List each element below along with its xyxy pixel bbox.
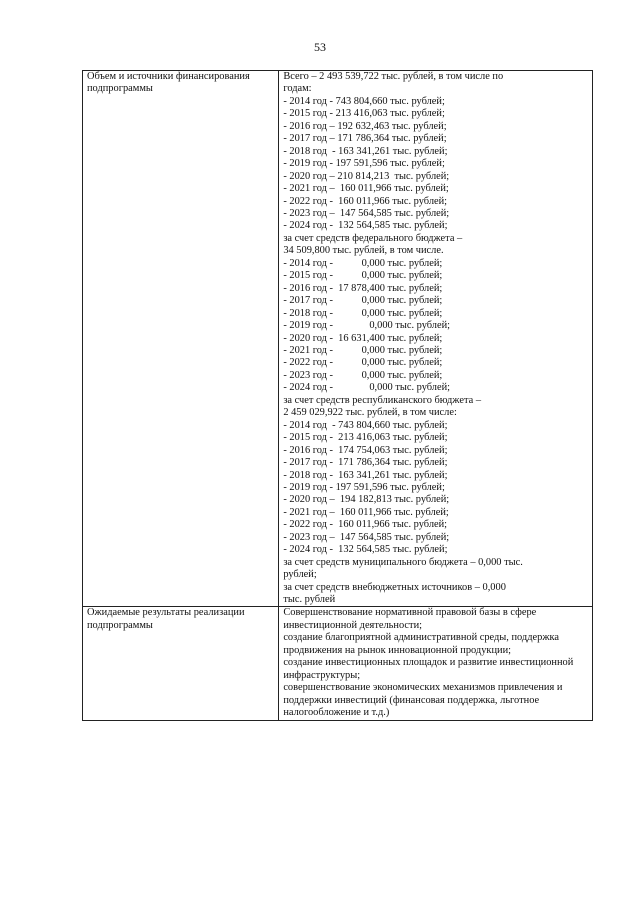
content-line: - 2014 год - 743 804,660 тыс. рублей; <box>283 419 448 431</box>
content-line: - 2019 год - 197 591,596 тыс. рублей; <box>283 158 445 170</box>
content-line: - 2023 год – 147 564,585 тыс. рублей; <box>283 531 450 543</box>
content-line: за счет средств муниципального бюджета – 0,000 тыс. <box>283 556 523 568</box>
content-line: - 2018 год - 163 341,261 тыс. рублей; <box>283 145 448 157</box>
content-line: - 2020 год – 194 182,813 тыс. рублей; <box>283 494 450 506</box>
content-line: - 2020 год - 16 631,400 тыс. рублей; <box>283 332 443 344</box>
content-line: - 2016 год - 17 878,400 тыс. рублей; <box>283 282 443 294</box>
content-line: - 2014 год - 0,000 тыс. рублей; <box>283 257 443 269</box>
content-line: 34 509,800 тыс. рублей, в том числе. <box>283 245 444 257</box>
content-line: - 2015 год - 0,000 тыс. рублей; <box>283 270 443 282</box>
content-line: - 2018 год - 163 341,261 тыс. рублей; <box>283 469 448 481</box>
page-number: 53 <box>314 40 326 54</box>
row-content-results <box>279 607 593 720</box>
content-line: - 2024 год - 132 564,585 тыс. рублей; <box>283 220 448 232</box>
content-line: совершенствование экономических механизмов привлечения и поддержки инвестиций (финансовая поддержка, льготное налогообложение и т.д.) <box>283 682 563 719</box>
content-line: - 2014 год - 743 804,660 тыс. рублей; <box>283 95 445 107</box>
content-line: - 2017 год - 171 786,364 тыс. рублей; <box>283 457 448 469</box>
content-line: - 2024 год - 132 564,585 тыс. рублей; <box>283 544 448 556</box>
content-line: - 2016 год - 174 754,063 тыс. рублей; <box>283 444 448 456</box>
content-line: - 2022 год - 160 011,966 тыс. рублей; <box>283 195 448 207</box>
content-line: - 2015 год - 213 416,063 тыс. рублей; <box>283 108 445 120</box>
content-line: 2 459 029,922 тыс. рублей, в том числе: <box>283 407 457 419</box>
content-line: - 2020 год – 210 814,213 тыс. рублей; <box>283 170 450 182</box>
content-line: годам: <box>283 83 312 95</box>
content-line: - 2018 год - 0,000 тыс. рублей; <box>283 307 443 319</box>
content-line: - 2021 год – 160 011,966 тыс. рублей; <box>283 506 449 518</box>
content-line: за счет средств внебюджетных источников – 0,000 <box>283 581 506 593</box>
content-line: - 2023 год – 147 564,585 тыс. рублей; <box>283 207 450 219</box>
content-line: - 2021 год – 160 011,966 тыс. рублей; <box>283 183 449 195</box>
content-line: создание инвестиционных площадок и развитие инвестиционной инфраструктуры; <box>283 657 574 681</box>
content-line: - 2016 год – 192 632,463 тыс. рублей; <box>283 120 447 132</box>
content-line: - 2017 год – 171 786,364 тыс. рублей; <box>283 133 447 145</box>
table-row-results <box>83 607 593 720</box>
content-line: - 2023 год - 0,000 тыс. рублей; <box>283 369 443 381</box>
content-line: тыс. рублей <box>283 594 336 606</box>
content-line: Совершенствование нормативной правовой базы в сфере инвестиционной деятельности; <box>283 607 537 631</box>
content-line: - 2019 год - 0,000 тыс. рублей; <box>283 320 451 332</box>
content-line: - 2017 год - 0,000 тыс. рублей; <box>283 295 443 307</box>
content-line: рублей; <box>283 569 317 581</box>
content-line: - 2022 год - 0,000 тыс. рублей; <box>283 357 443 369</box>
row-content-financing <box>279 71 593 607</box>
content-line: - 2019 год - 197 591,596 тыс. рублей; <box>283 481 445 493</box>
subprogram-passport-table <box>82 70 593 721</box>
content-line: за счет средств республиканского бюджета – <box>283 394 482 406</box>
content-line: - 2015 год - 213 416,063 тыс. рублей; <box>283 432 448 444</box>
content-line: создание благоприятной административной среды, поддержка продвижения на рынок инновационной продукции; <box>283 632 559 656</box>
content-line: - 2024 год - 0,000 тыс. рублей; <box>283 382 451 394</box>
row-label-results: Ожидаемые результаты реализации подпрограммы <box>83 607 279 720</box>
row-label-financing: Объем и источники финансирования подпрограммы <box>83 71 279 607</box>
content-line: - 2022 год - 160 011,966 тыс. рублей; <box>283 519 448 531</box>
content-line: Всего – 2 493 539,722 тыс. рублей, в том числе по <box>283 71 504 82</box>
content-line: - 2021 год - 0,000 тыс. рублей; <box>283 344 443 356</box>
table-row-financing <box>83 71 593 607</box>
content-line: за счет средств федерального бюджета – <box>283 232 463 244</box>
